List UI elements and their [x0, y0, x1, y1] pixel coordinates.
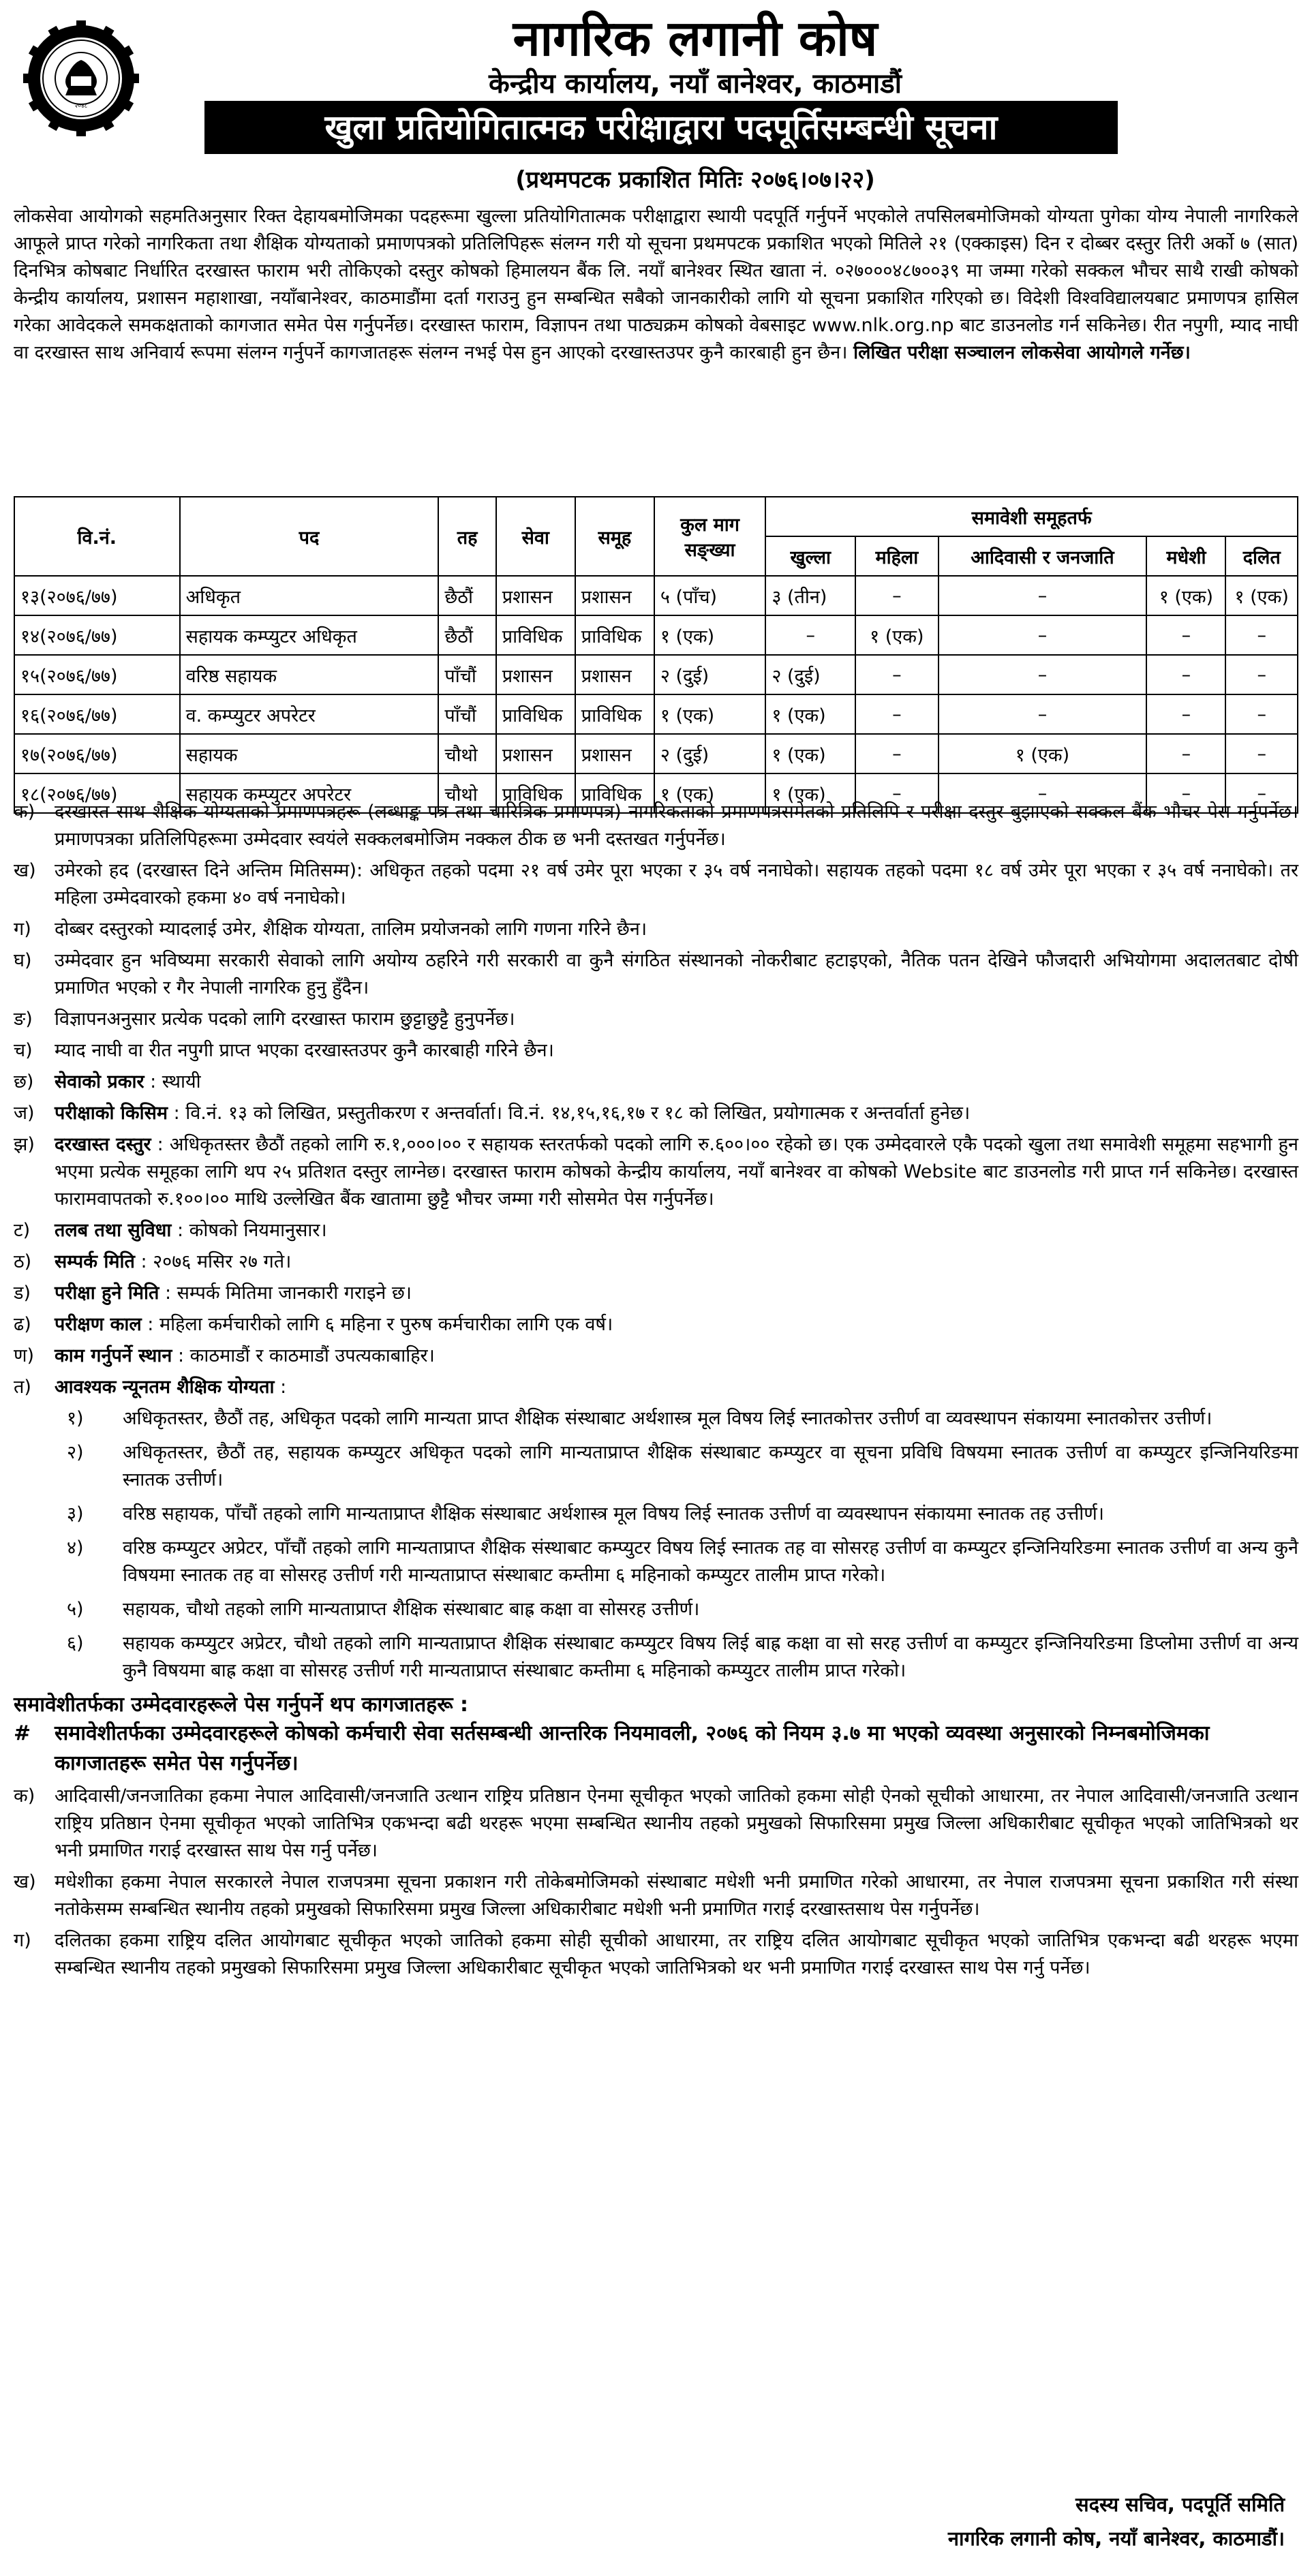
condition-key: झ) [14, 1134, 35, 1155]
condition-label: तलब तथा सुविधा [55, 1220, 172, 1241]
cell-women: १ (एक) [855, 615, 938, 655]
condition-item [14, 1280, 1298, 1307]
condition-item [14, 916, 1298, 943]
cell-sn: १८(२०७६/७७) [14, 773, 180, 813]
condition-text: : स्थायी [150, 1071, 201, 1092]
condition-key: ठ) [14, 1251, 32, 1272]
condition-item [14, 1374, 1298, 1401]
cell-dalit: – [1225, 734, 1298, 773]
cell-post: अधिकृत [180, 576, 439, 615]
condition-key: ज) [14, 1103, 35, 1124]
inclusive-heading: समावेशीतर्फका उम्मेदवारहरूले पेस गर्नुपर्ने थप कागजातहरू : [14, 1693, 468, 1717]
inclusive-text: दलितका हकमा राष्ट्रिय दलित आयोगबाट सूचीकृत भएको जातिको हकमा सोही सूचीको आधारमा, तर राष्ट्रिय दलित आयोगबाट सूचीकृत भएको जातिभित्र एकभन्दा बढी थरहरू भएमा सम्बन्धित स्थानीय तहको प्रमुखको सिफारिसमा प्रमुख जिल्ला अधिकारीबाट सूचीकृत भएको जातिभित्रको थर भनी प्रमाणित गराई दरखास्त साथ पेस गर्नु पर्नेछ। [55, 1930, 1298, 1978]
cell-women: – [855, 734, 938, 773]
condition-item [14, 1131, 1298, 1213]
condition-key: घ) [14, 950, 32, 971]
qualification-number: १) [67, 1408, 84, 1429]
qualification-number: ४) [67, 1537, 84, 1559]
cell-level: पाँचौं [438, 655, 495, 694]
condition-text: : २०७६ मसिर २७ गते। [140, 1251, 292, 1272]
cell-level: छैठौं [438, 615, 495, 655]
cell-adivasi: – [939, 773, 1147, 813]
cell-sn: १७(२०७६/७७) [14, 734, 180, 773]
inclusive-key: क) [14, 1785, 35, 1807]
condition-label: परीक्षण काल [55, 1314, 142, 1335]
condition-item [14, 947, 1298, 1002]
cell-madhesi: १ (एक) [1146, 576, 1225, 615]
condition-key: च) [14, 1040, 33, 1061]
col-post: पद [180, 497, 439, 576]
condition-text: दरखास्त साथ शैक्षिक योग्यताको प्रमाणपत्रहरू (लब्धाङ्क पत्र तथा चारित्रिक प्रमाणपत्र) नागरिकताको प्रमाणपत्रसमेतको प्रतिलिपि र परीक्षा दस्तुर बुझाएको सक्कल बैंक भौचर पेस गर्नुपर्नेछ। प्रमाणपत्रका प्रतिलिपिहरूमा उम्मेदवार स्वयंले सक्कलबमोजिम नक्कल ठीक छ भनी दस्तखत गर्नुपर्नेछ। [55, 801, 1298, 850]
cell-open: १ (एक) [765, 773, 855, 813]
condition-key: ङ) [14, 1009, 33, 1030]
condition-label: परीक्षाको किसिम [55, 1103, 168, 1124]
cell-post: सहायक कम्प्युटर अपरेटर [180, 773, 439, 813]
qualification-number: ३) [67, 1503, 84, 1524]
cell-post: व. कम्प्युटर अपरेटर [180, 694, 439, 734]
cell-dalit: – [1225, 615, 1298, 655]
qualification-item [67, 1535, 1298, 1589]
cell-group: प्रशासन [575, 576, 654, 615]
condition-key: त) [14, 1377, 31, 1398]
condition-item [14, 799, 1298, 853]
inclusive-item [14, 1783, 1298, 1865]
qualification-text: वरिष्ठ सहायक, पाँचौं तहको लागि मान्यताप्राप्त शैक्षिक संस्थाबाट अर्थशास्त्र मूल विषय लिई स्नातक उत्तीर्ण वा व्यवस्थापन संकायमा स्नातक तह उत्तीर्ण। [123, 1503, 1104, 1524]
cell-open: – [765, 615, 855, 655]
qualification-item [67, 1596, 1298, 1623]
col-sn: वि.नं. [14, 497, 180, 576]
condition-item [14, 1069, 1298, 1096]
note-mark: # [14, 1721, 31, 1745]
inclusive-item [14, 1869, 1298, 1923]
condition-text: : सम्पर्क मितिमा जानकारी गराइने छ। [164, 1283, 412, 1304]
cell-post: सहायक [180, 734, 439, 773]
cell-total: २ (दुई) [654, 655, 766, 694]
cell-madhesi: – [1146, 694, 1225, 734]
qualification-number: २) [67, 1442, 84, 1463]
condition-item [14, 1006, 1298, 1033]
qualification-list [67, 1405, 1298, 1685]
inclusive-text: मधेशीका हकमा नेपाल सरकारले नेपाल राजपत्रमा सूचना प्रकाशन गरी तोकेबमोजिमको संस्थाबाट मधेशी भनी प्रमाणित गरेको आधारमा, तर नेपाल राजपत्रमा सूचना प्रकाशित गरी संस्था नतोकेसम्म सम्बन्धित स्थानीय तहको प्रमुखको सिफारिसमा प्रमुख जिल्ला अधिकारीबाट मधेशी भनी प्रमाणित गराई दरखास्तसाथ पेस गर्नुपर्नेछ। [55, 1871, 1298, 1920]
vacancy-table [14, 496, 1298, 814]
cell-adivasi: १ (एक) [939, 734, 1147, 773]
qualification-item [67, 1630, 1298, 1685]
cell-madhesi: – [1146, 615, 1225, 655]
table-row [14, 615, 1298, 655]
cell-dalit: १ (एक) [1225, 576, 1298, 615]
cell-total: ५ (पाँच) [654, 576, 766, 615]
cell-group: प्राविधिक [575, 773, 654, 813]
intro-bold: लिखित परीक्षा सञ्चालन लोकसेवा आयोगले गर्नेछ। [853, 342, 1191, 363]
cell-madhesi: – [1146, 734, 1225, 773]
cell-adivasi: – [939, 655, 1147, 694]
conditions-list [14, 799, 1298, 1986]
condition-text: : कोषको नियमानुसार। [177, 1220, 327, 1241]
cell-post: वरिष्ठ सहायक [180, 655, 439, 694]
qualification-item [67, 1501, 1298, 1528]
col-group: समूह [575, 497, 654, 576]
inclusive-key: ग) [14, 1930, 31, 1951]
qualification-text: वरिष्ठ कम्प्युटर अप्रेटर, पाँचौं तहको लागि मान्यताप्राप्त शैक्षिक संस्थाबाट कम्प्युटर विषय लिई स्नातक तह वा सोसरह उत्तीर्ण वा कम्प्युटर इन्जिनियरिङमा स्नातक उत्तीर्ण वा अन्य कुनै विषयमा स्नातक तह वा सोसरह उत्तीर्ण गरी मान्यताप्राप्त संस्थाबाट कम्तीमा ६ महिनाको कम्प्युटर तालीम प्राप्त गरेको। [123, 1537, 1298, 1586]
published-date: (प्रथमपटक प्रकाशित मितिः २०७६।०७।२२) [515, 166, 875, 194]
office-address: केन्द्रीय कार्यालय, नयाँ बानेश्वर, काठमाडौं [488, 68, 902, 99]
qualification-text: सहायक, चौथो तहको लागि मान्यताप्राप्त शैक्षिक संस्थाबाट बाह्र कक्षा वा सोसरह उत्तीर्ण। [123, 1599, 700, 1620]
condition-label: सम्पर्क मिति [55, 1251, 135, 1272]
condition-label: सेवाको प्रकार [55, 1071, 144, 1092]
cell-adivasi: – [939, 576, 1147, 615]
condition-key: क) [14, 801, 35, 823]
cell-madhesi: – [1146, 655, 1225, 694]
cell-madhesi: – [1146, 773, 1225, 813]
inclusive-text: आदिवासी/जनजातिका हकमा नेपाल आदिवासी/जनजाति उत्थान राष्ट्रिय प्रतिष्ठान ऐनमा सूचीकृत भएको जातिको हकमा सोही ऐनको सूचीको आधारमा, तर नेपाल आदिवासी/जनजाति उत्थान राष्ट्रिय प्रतिष्ठान ऐनमा सूचीकृत भएको जातिभित्र एकभन्दा बढी थरहरू भएमा सम्बन्धित स्थानीय तहको प्रमुखको सिफारिसमा प्रमुख जिल्ला अधिकारीबाट सूचीकृत भएको जातिभित्रको थर भनी प्रमाणित गराई दरखास्त साथ पेस गर्नु पर्नेछ। [55, 1785, 1298, 1861]
table-row [14, 734, 1298, 773]
intro-body: लोकसेवा आयोगको सहमतिअनुसार रिक्त देहायबमोजिमका पदहरूमा खुल्ला प्रतियोगितात्मक परीक्षाद्वारा स्थायी पदपूर्ति गर्नुपर्ने भएकोले तपसिलबमोजिमको योग्यता पुगेका योग्य नेपाली नागरिकले आफूले प्राप्त गरेको नागरिकता तथा शैक्षिक योग्यताको प्रमाणपत्रको प्रतिलिपिहरू संलग्न गरी यो सूचना प्रथमपटक प्रकाशित भएको मितिले २१ (एक्काइस) दिन र दोब्बर दस्तुर तिरी अर्को ७ (सात) दिनभित्र कोषबाट निर्धारित दरखास्त फाराम भरी तोकिएको दस्तुर कोषको हिमालयन बैंक लि. नयाँ बानेश्वर स्थित खाता नं. ०२७०००४८७००३९ मा जम्मा गरेको सक्कल भौचर साथै राखी कोषको केन्द्रीय कार्यालय, प्रशासन महाशाखा, नयाँबानेश्वर, काठमाडौंमा दर्ता गराउनु हुन सम्बन्धित सबैको जानकारीको लागि यो सूचना प्रकाशित गरिएको छ। विदेशी विश्वविद्यालयबाट प्रमाणपत्र हासिल गरेका आवेदकले समकक्षताको कागजात समेत पेस गर्नुपर्नेछ। दरखास्त फाराम, विज्ञापन तथा पाठ्यक्रम कोषको वेबसाइट www.nlk.org.np बाट डाउनलोड गर्न सकिनेछ। रीत नपुगी, म्याद नाघी वा दरखास्त साथ अनिवार्य रूपमा संलग्न गर्नुपर्ने कागजातहरू संलग्न नभई पेस हुन आएको दरखास्तउपर कुनै कारबाही हुन छैन। [14, 206, 1299, 363]
cell-level: पाँचौं [438, 694, 495, 734]
col-women: महिला [855, 536, 938, 576]
condition-text: दोब्बर दस्तुरको म्यादलाई उमेर, शैक्षिक योग्यता, तालिम प्रयोजनको लागि गणना गरिने छैन। [55, 919, 647, 940]
cell-open: १ (एक) [765, 734, 855, 773]
cell-women: – [855, 655, 938, 694]
condition-text: : अधिकृतस्तर छैठौं तहको लागि रु.१,०००।०० र सहायक स्तरतर्फको पदको लागि रु.६००।०० रहेको छ। एक उम्मेदवारले एकै पदको खुला तथा समावेशी समूहमा सहभागी हुन भएमा प्रत्येक समूहका लागि थप २५ प्रतिशत दस्तुर लाग्नेछ। दरखास्त फाराम कोषको केन्द्रीय कार्यालय, नयाँ बानेश्वर वा कोषको Website बाट डाउनलोड गरी प्राप्त गर्न सकिनेछ। दरखास्त फारामवापतको रु.१००।०० माथि उल्लेखित बैंक खातामा छुट्टै भौचर जम्मा गरी सोसमेत पेस गर्नुपर्नेछ। [55, 1134, 1298, 1210]
cell-women: – [855, 576, 938, 615]
condition-label: काम गर्नुपर्ने स्थान [55, 1345, 172, 1366]
condition-key: ख) [14, 860, 36, 881]
cell-group: प्रशासन [575, 734, 654, 773]
condition-key: ट) [14, 1220, 31, 1241]
condition-key: ग) [14, 919, 31, 940]
condition-key: ढ) [14, 1314, 31, 1335]
condition-label: आवश्यक न्यूनतम शैक्षिक योग्यता [55, 1377, 275, 1398]
condition-text: विज्ञापनअनुसार प्रत्येक पदको लागि दरखास्त फाराम छुट्टाछुट्टै हुनुपर्नेछ। [55, 1009, 515, 1030]
inclusive-key: ख) [14, 1871, 36, 1892]
col-service: सेवा [496, 497, 575, 576]
qualification-number: ५) [67, 1599, 84, 1620]
cell-level: चौथो [438, 734, 495, 773]
cell-total: २ (दुई) [654, 734, 766, 773]
cell-dalit: – [1225, 773, 1298, 813]
col-total: कुल माग सङ्ख्या [654, 497, 766, 576]
intro-paragraph [14, 203, 1298, 367]
qualification-text: अधिकृतस्तर, छैठौं तह, अधिकृत पदको लागि मान्यता प्राप्त शैक्षिक संस्थाबाट अर्थशास्त्र मूल विषय लिई स्नातकोत्तर उत्तीर्ण वा व्यवस्थापन संकायमा स्नातकोत्तर उत्तीर्ण। [123, 1408, 1212, 1429]
table-row [14, 576, 1298, 615]
qualification-text: सहायक कम्प्युटर अप्रेटर, चौथो तहको लागि मान्यताप्राप्त शैक्षिक संस्थाबाट कम्प्युटर विषय लिई बाह्र कक्षा वा सो सरह उत्तीर्ण वा कम्प्युटर इन्जिनियरिङमा डिप्लोमा उत्तीर्ण वा अन्य कुनै विषयमा बाह्र कक्षा वा सोसरह उत्तीर्ण गरी मान्यताप्राप्त संस्थाबाट कम्तीमा ६ महिनाको कम्प्युटर तालीम प्राप्त गरेको। [123, 1633, 1298, 1681]
inclusive-note-text: समावेशीतर्फका उम्मेदवारहरूले कोषको कर्मचारी सेवा सर्तसम्बन्धी आन्तरिक नियमावली, २०७६ को नियम ३.७ मा भएको व्यवस्था अनुसारको निम्नबमोजिमका कागजातहरू समेत पेस गर्नुपर्नेछ। [55, 1721, 1210, 1775]
cell-group: प्राविधिक [575, 615, 654, 655]
cell-group: प्रशासन [575, 655, 654, 694]
cell-post: सहायक कम्प्युटर अधिकृत [180, 615, 439, 655]
col-dalit: दलित [1225, 536, 1298, 576]
table-row [14, 694, 1298, 734]
cell-sn: १३(२०७६/७७) [14, 576, 180, 615]
cell-group: प्राविधिक [575, 694, 654, 734]
cell-service: प्राविधिक [496, 773, 575, 813]
cell-adivasi: – [939, 694, 1147, 734]
cell-open: २ (दुई) [765, 655, 855, 694]
cell-total: १ (एक) [654, 694, 766, 734]
cell-total: १ (एक) [654, 615, 766, 655]
qualification-item [67, 1405, 1298, 1432]
cell-sn: १५(२०७६/७७) [14, 655, 180, 694]
cell-dalit: – [1225, 694, 1298, 734]
cell-service: प्राविधिक [496, 694, 575, 734]
organization-logo [23, 20, 139, 136]
cell-service: प्रशासन [496, 734, 575, 773]
condition-label: परीक्षा हुने मिति [55, 1283, 159, 1304]
notice-banner: खुला प्रतियोगितात्मक परीक्षाद्वारा पदपूर्तिसम्बन्धी सूचना [204, 101, 1118, 154]
cell-women: – [855, 773, 938, 813]
condition-text: उम्मेदवार हुन भविष्यमा सरकारी सेवाको लागि अयोग्य ठहरिने गरी सरकारी वा कुनै संगठित संस्थानको नोकरीबाट हटाइएको, नैतिक पतन देखिने फौजदारी अभियोगमा अदालतबाट दोषी प्रमाणित भएको र गैर नेपाली नागरिक हुनु हुँदैन। [55, 950, 1298, 998]
condition-text: : वि.नं. १३ को लिखित, प्रस्तुतीकरण र अन्तर्वार्ता। वि.नं. १४,१५,१६,१७ र १८ को लिखित, प्रयोगात्मक र अन्तर्वार्ता हुनेछ। [173, 1103, 971, 1124]
cell-women: – [855, 694, 938, 734]
qualification-item [67, 1439, 1298, 1494]
cell-adivasi: – [939, 615, 1147, 655]
condition-item [14, 1343, 1298, 1370]
cell-service: प्रशासन [496, 655, 575, 694]
cell-open: १ (एक) [765, 694, 855, 734]
qualification-text: अधिकृतस्तर, छैठौं तह, सहायक कम्प्युटर अधिकृत पदको लागि मान्यताप्राप्त शैक्षिक संस्थाबाट कम्प्युटर वा सूचना प्रविधि विषयमा स्नातक उत्तीर्ण वा कम्प्युटर इन्जिनियरिङमा स्नातक उत्तीर्ण। [123, 1442, 1298, 1490]
condition-text: : काठमाडौं र काठमाडौं उपत्यकाबाहिर। [177, 1345, 435, 1366]
condition-text: : [280, 1377, 287, 1398]
cell-service: प्रशासन [496, 576, 575, 615]
cell-service: प्राविधिक [496, 615, 575, 655]
condition-item [14, 1037, 1298, 1064]
condition-label: दरखास्त दस्तुर [55, 1134, 151, 1155]
signature-title: सदस्य सचिव, पदपूर्ति समिति [1075, 2493, 1285, 2516]
page-title: नागरिक लगानी कोष [513, 10, 878, 67]
cell-level: चौथो [438, 773, 495, 813]
condition-key: ड) [14, 1283, 31, 1304]
cell-sn: १६(२०७६/७७) [14, 694, 180, 734]
col-inclusive: समावेशी समूहतर्फ [765, 497, 1298, 536]
condition-key: छ) [14, 1071, 34, 1092]
inclusive-note [14, 1719, 1298, 1779]
condition-item [14, 1100, 1298, 1127]
condition-item [14, 1217, 1298, 1244]
table-row [14, 655, 1298, 694]
condition-item [14, 857, 1298, 912]
signature-org: नागरिक लगानी कोष, नयाँ बानेश्वर, काठमाडौं। [947, 2527, 1285, 2550]
cell-open: ३ (तीन) [765, 576, 855, 615]
condition-text: : महिला कर्मचारीको लागि ६ महिना र पुरुष कर्मचारीका लागि एक वर्ष। [147, 1314, 613, 1335]
condition-text: म्याद नाघी वा रीत नपुगी प्राप्त भएका दरखास्तउपर कुनै कारबाही गरिने छैन। [55, 1040, 554, 1061]
condition-text: उमेरको हद (दरखास्त दिने अन्तिम मितिसम्म): अधिकृत तहको पदमा २१ वर्ष उमेर पूरा भएका र ३५ वर्ष ननाघेको। सहायक तहको पदमा १८ वर्ष उमेर पूरा भएका र ३५ वर्ष ननाघेको। तर महिला उम्मेदवारको हकमा ४० वर्ष ननाघेको। [55, 860, 1298, 908]
condition-key: ण) [14, 1345, 35, 1366]
col-adivasi: आदिवासी र जनजाति [939, 536, 1147, 576]
qualification-number: ६) [67, 1633, 84, 1654]
cell-level: छैठौं [438, 576, 495, 615]
inclusive-item [14, 1927, 1298, 1982]
col-open: खुल्ला [765, 536, 855, 576]
cell-dalit: – [1225, 655, 1298, 694]
signature-block [671, 2487, 1285, 2556]
logo-year: २०४८ [74, 103, 88, 110]
col-level: तह [438, 497, 495, 576]
condition-item [14, 1311, 1298, 1338]
condition-item [14, 1248, 1298, 1276]
col-madhesi: मधेशी [1146, 536, 1225, 576]
cell-total: १ (एक) [654, 773, 766, 813]
cell-sn: १४(२०७६/७७) [14, 615, 180, 655]
